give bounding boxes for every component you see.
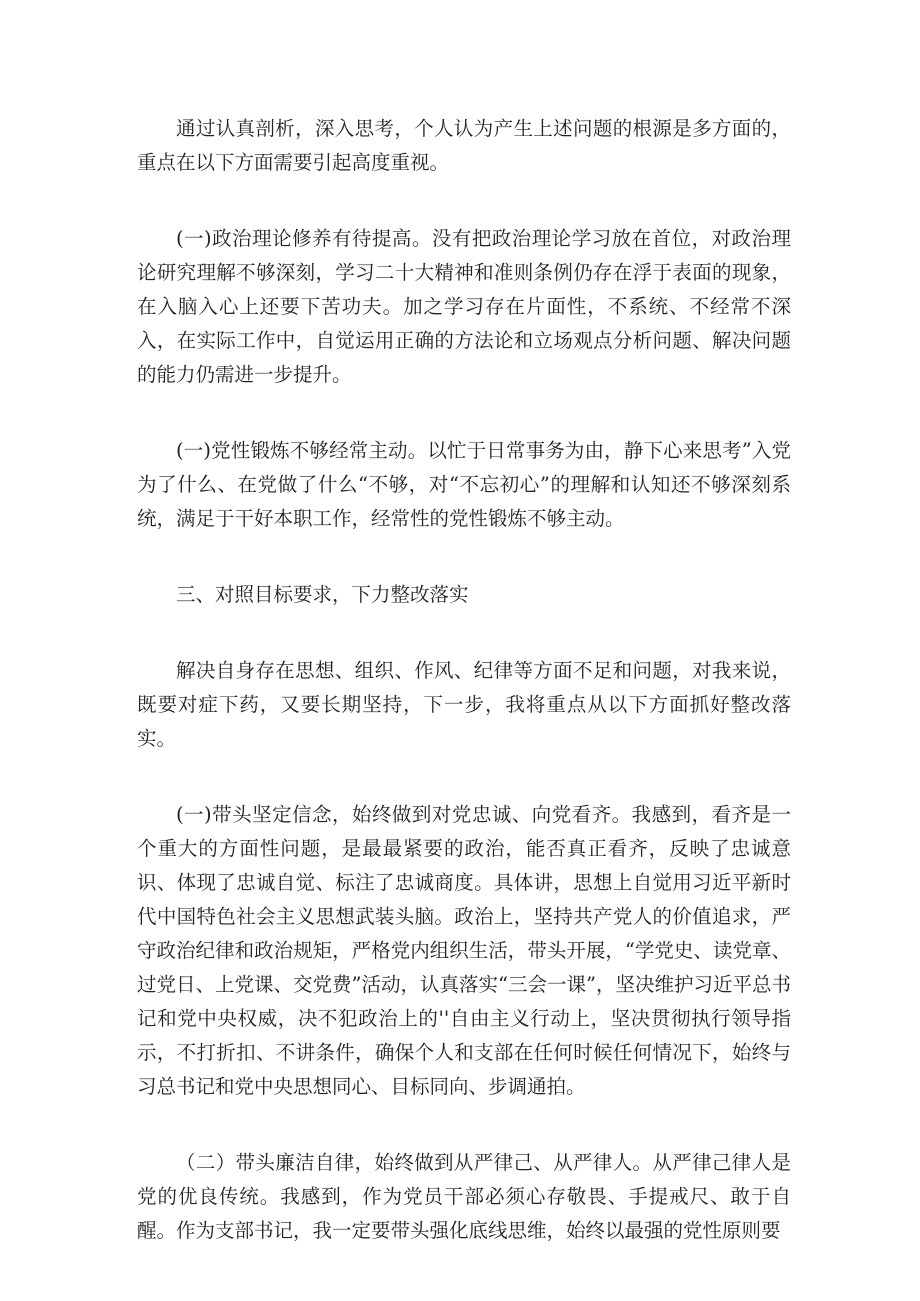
paragraph-firm-belief: (一)带头坚定信念，始终做到对党忠诚、向党看齐。我感到，看齐是一个重大的方面性问题，是最最紧要的政治，能否真正看齐，反映了忠诚意识、体现了忠诚自觉、标注了忠诚商度。具体讲，思想上自觉用习近平新时代中国特色社会主义思想武装头脑。政治上，坚持共产党人的价值追求，严守政治纪律和政治规矩，严格党内组织生活，带头开展，“学党史、读党章、过党日、上党课、交党费”活动，认真落实“三会一课”，坚决维护习近平总书记和党中央权威，决不犯政治上的''自由主义行动上，坚决贯彻执行领导指示，不打折扣、不讲条件，确保个人和支部在任何时候任何情况下，始终与习总书记和党中央思想同心、目标同向、步调通拍。 (137, 803, 791, 1098)
paragraph-root-cause-intro: 通过认真剖析，深入思考，个人认为产生上述问题的根源是多方面的，重点在以下方面需要引起高度重视。 (137, 117, 791, 174)
document-body (137, 112, 791, 1248)
paragraph-party-spirit: (一)党性锻炼不够经常主动。以忙于日常事务为由，静下心来思考”入党为了什么、在党做了什么“不够，对“不忘初心”的理解和认知还不够深刻系统，满足于干好本职工作，经常性的党性锻炼不够主动。 (137, 439, 791, 530)
section-heading-rectification: 三、对照目标要求，下力整改落实 (176, 583, 469, 606)
paragraph-political-theory: (一)政治理论修养有待提高。没有把政治理论学习放在首位，对政治理论研究理解不够深刻，学习二十大精神和准则条例仍存在浮于表面的现象，在入脑入心上还要下苦功夫。加之学习存在片面性，不系统、不经常不深入，在实际工作中，自觉运用正确的方法论和立场观点分析问题、解决问题的能力仍需进一步提升。 (137, 227, 791, 386)
paragraph-self-discipline: （二）带头廉洁自律，始终做到从严律己、从严律人。从严律己律人是党的优良传统。我感到，作为党员干部必须心存敬畏、手提戒尺、敢于自醒。作为支部书记，我一定要带头强化底线思维，始终以最强的党性原则要 (137, 1151, 791, 1242)
paragraph-rectification-intro: 解决自身存在思想、组织、作风、纪律等方面不足和问题，对我来说，既要对症下药，又要长期坚持，下一步，我将重点从以下方面抓好整改落实。 (137, 659, 791, 750)
